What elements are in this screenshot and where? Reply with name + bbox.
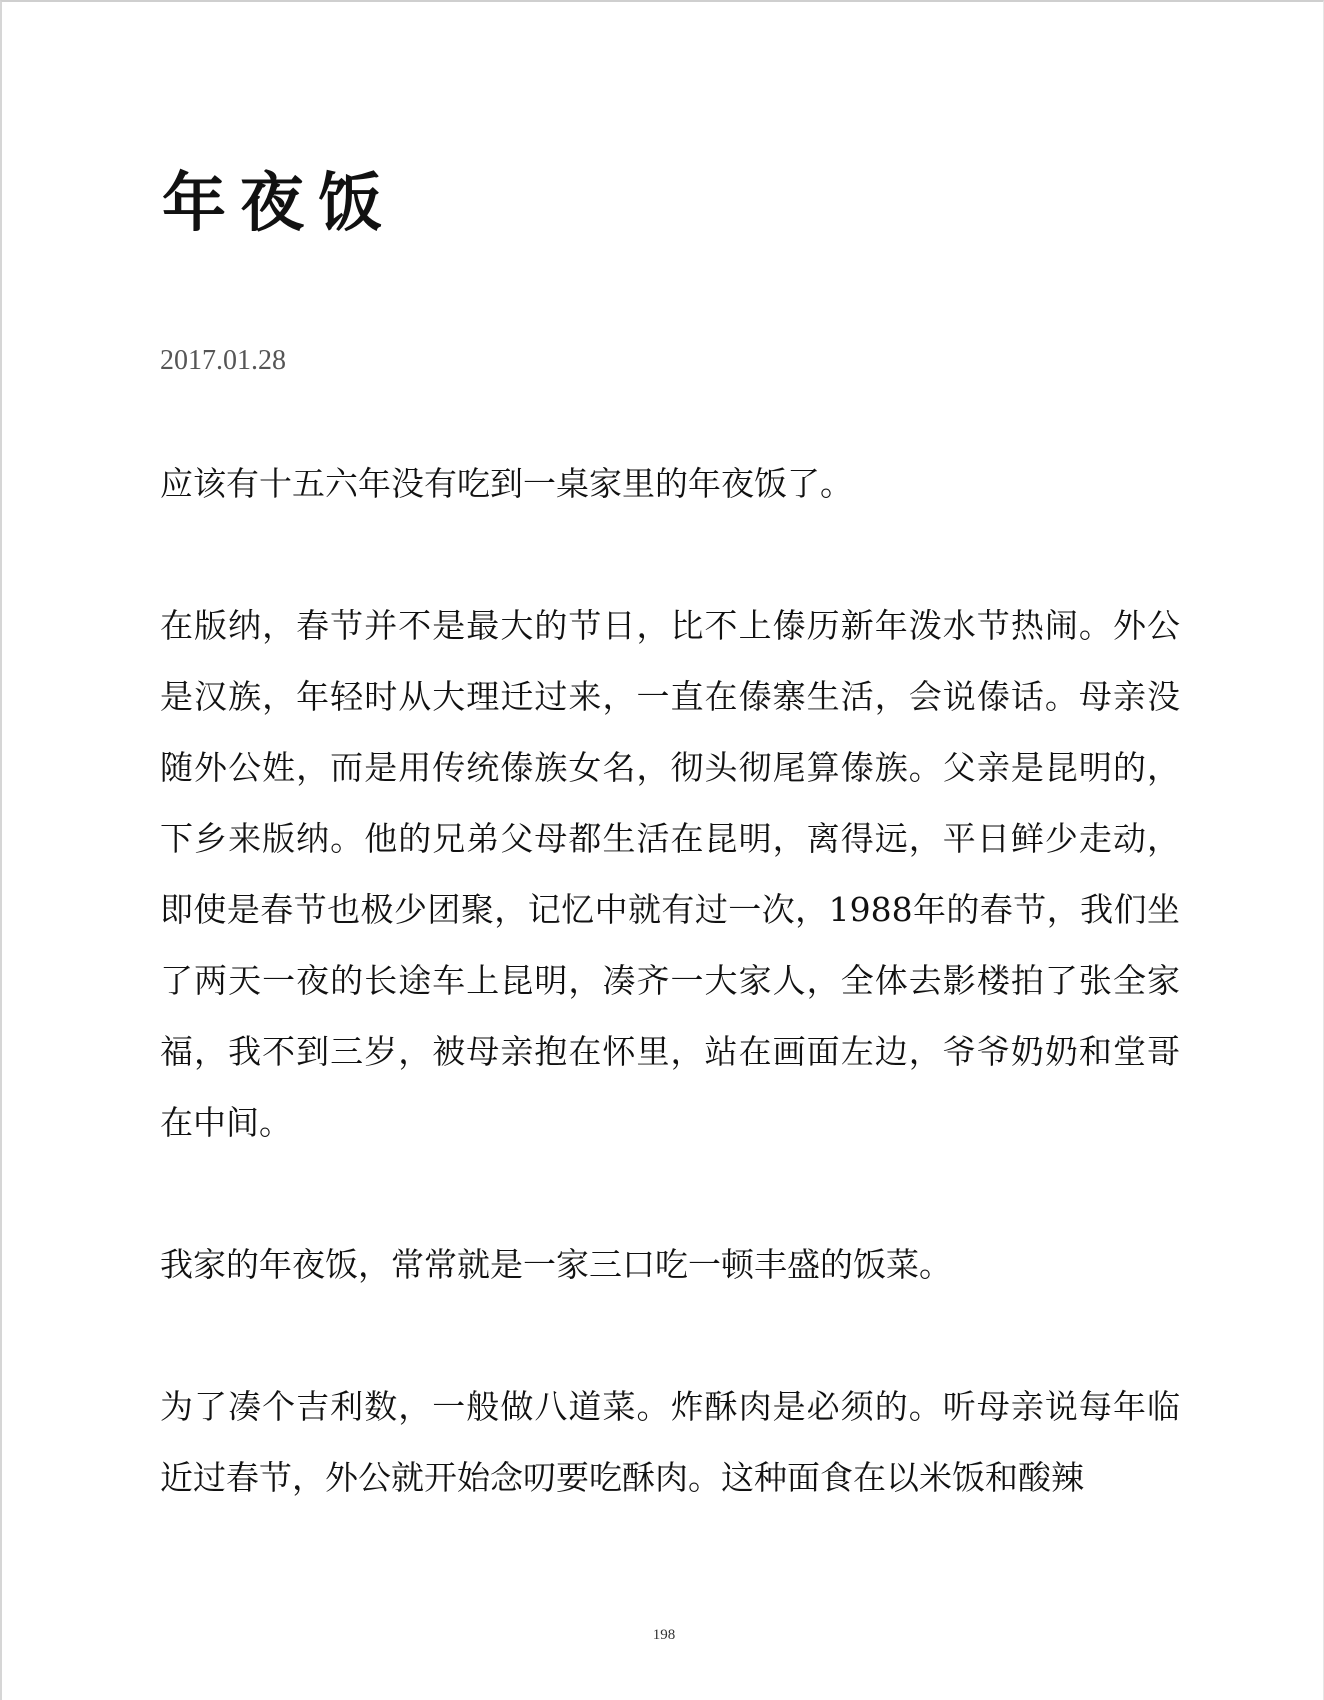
paragraph: 应该有十五六年没有吃到一桌家里的年夜饭了。	[160, 464, 853, 503]
page-title: 年夜饭	[162, 166, 396, 241]
paragraph: 在版纳，春节并不是最大的节日，比不上傣历新年泼水节热闹。外公是汉族，年轻时从大理迁过来，一直在傣寨生活，会说傣话。母亲没随外公姓，而是用传统傣族女名，彻头彻尾算傣族。父亲是昆明的，下乡来版纳。他的兄弟父母都生活在昆明，离得远，平日鲜少走动，即使是春节也极少团聚，记忆中就有过一次，1988年的春节，我们坐了两天一夜的长途车上昆明，凑齐一大家人，全体去影楼拍了张全家福，我不到三岁，被母亲抱在怀里，站在画面左边，爷爷奶奶和堂哥在中间。	[160, 606, 1180, 1142]
body-text	[160, 448, 1180, 1584]
paragraph: 我家的年夜饭，常常就是一家三口吃一顿丰盛的饭菜。	[160, 1245, 952, 1284]
paragraph: 为了凑个吉利数，一般做八道菜。炸酥肉是必须的。听母亲说每年临近过春节，外公就开始念叨要吃酥肉。这种面食在以米饭和酸辣	[160, 1387, 1180, 1497]
page-number: 198	[652, 1627, 676, 1643]
date-line: 2017.01.28	[160, 345, 286, 376]
